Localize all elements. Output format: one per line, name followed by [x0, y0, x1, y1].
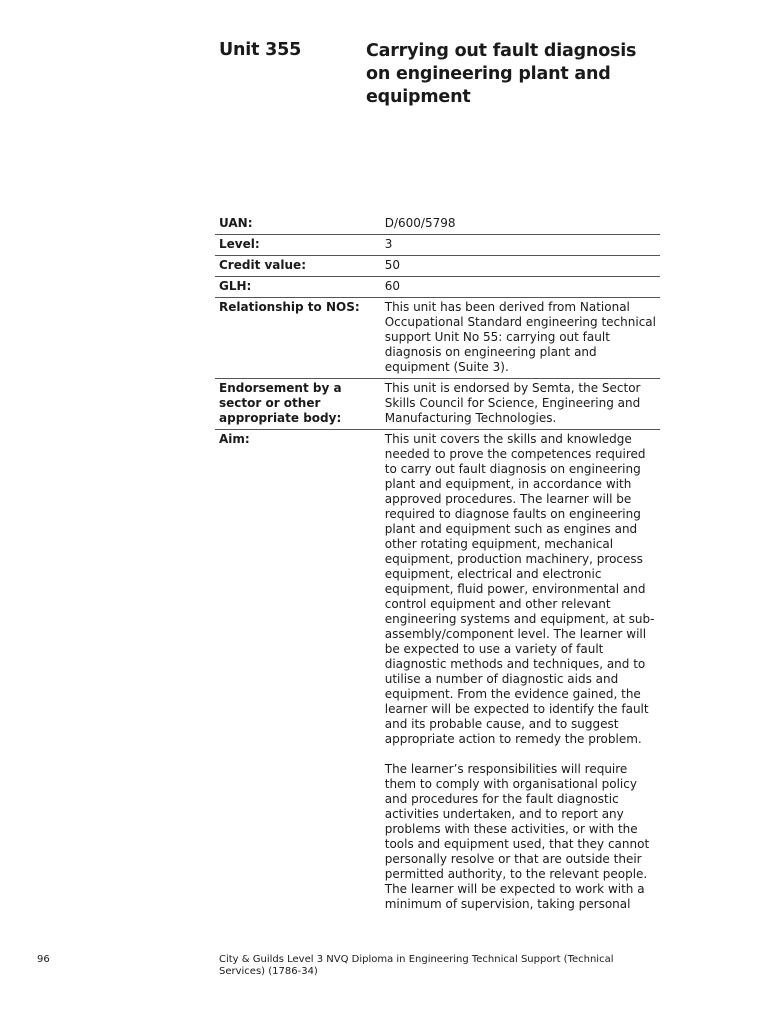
endorsement-label: Endorsement by a sector or other appropriate body:: [219, 381, 342, 425]
table-row-level: [215, 235, 660, 256]
glh-value: 60: [384, 279, 401, 293]
credit-value-label: Credit value:: [219, 258, 306, 272]
unit-title: Carrying out fault diagnosis on engineering plant and equipment: [366, 41, 637, 107]
aim-value: [381, 430, 660, 916]
table-row-glh: [215, 277, 660, 298]
uan-value: D/600/5798: [384, 216, 456, 230]
nos-label: Relationship to NOS:: [219, 300, 360, 314]
aim-paragraph-2: The learner’s responsibilities will require them to comply with organisational policy and procedures for the fault diagnostic activities undertaken, and to report any problems with these activities, or with the tools and equipment used, that they cannot personally resolve or that are outside their permitted authority, to the relevant people. The learner will be expected to work with a minimum of supervision, taking personal: [384, 762, 650, 911]
table-row-nos: [215, 298, 660, 379]
aim-paragraph-1: This unit covers the skills and knowledge needed to prove the competences required to carry out fault diagnosis on engineering plant and equipment, in accordance with approved procedures. The learner will be required to diagnose faults on engineering plant and equipment such as engines and other rotating equipment, mechanical equipment, production machinery, process equipment, electrical and electronic equipment, fluid power, environmental and control equipment and other relevant engineering systems and equipment, at sub-assembly/component level. The learner will be expected to use a variety of fault diagnostic methods and techniques, and to utilise a number of diagnostic aids and equipment. From the evidence gained, the learner will be expected to identify the fault and its probable cause, and to suggest appropriate action to remedy the problem.: [384, 432, 655, 746]
uan-label: UAN:: [219, 216, 253, 230]
table-row-endorsement: [215, 379, 660, 430]
credit-value-value: 50: [384, 258, 401, 272]
aim-label: Aim:: [219, 432, 250, 446]
endorsement-value: This unit is endorsed by Semta, the Sector Skills Council for Science, Engineering and Manufacturing Technologies.: [384, 381, 641, 425]
footer-text: City & Guilds Level 3 NVQ Diploma in Engineering Technical Support (Technical Services) (1786-34): [219, 954, 614, 977]
table-row-uan: [215, 214, 660, 235]
level-label: Level:: [219, 237, 260, 251]
nos-value: This unit has been derived from National Occupational Standard engineering technical support Unit No 55: carrying out fault diagnosis on engineering plant and equipment (Suite 3).: [384, 300, 656, 374]
table-row-aim: [215, 430, 660, 916]
level-value: 3: [384, 237, 393, 251]
unit-info-table: [215, 214, 660, 915]
table-row-credit-value: [215, 256, 660, 277]
page-number: 96: [37, 954, 50, 965]
unit-number: Unit 355: [219, 40, 302, 60]
glh-label: GLH:: [219, 279, 252, 293]
